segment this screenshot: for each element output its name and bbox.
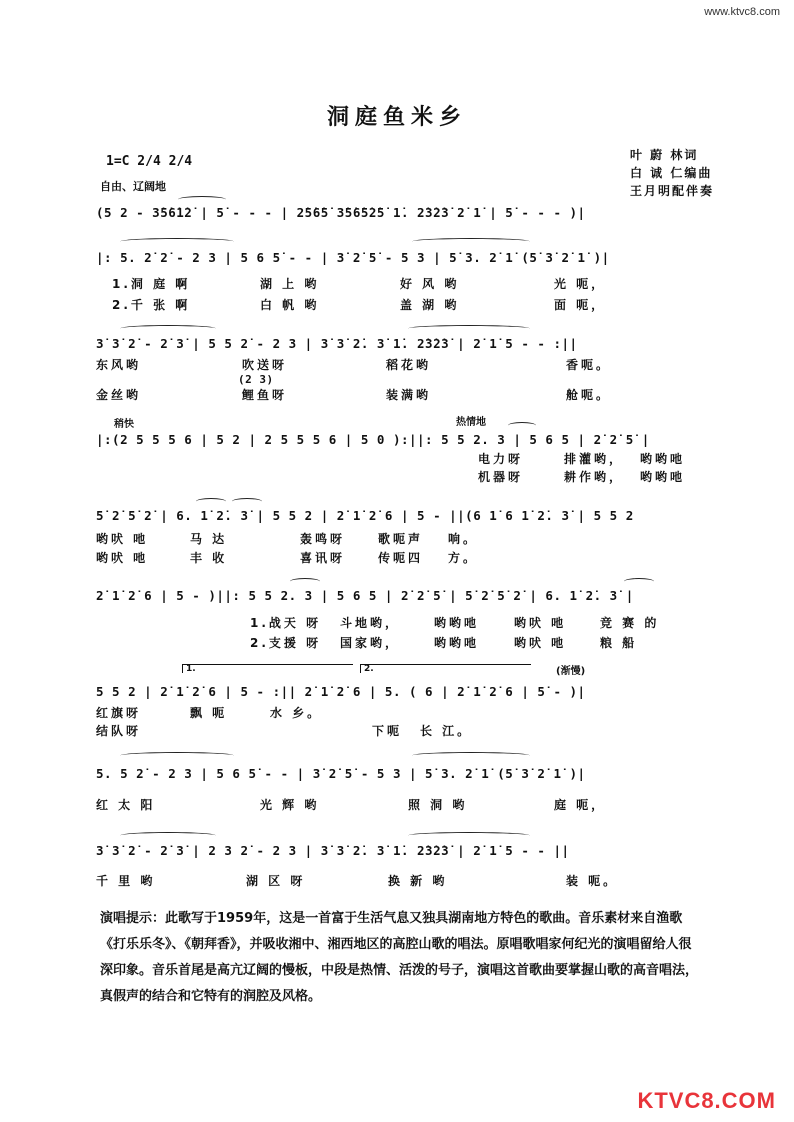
lyric-row-3-verse-2-c: 装满哟 [386, 388, 432, 402]
volta-first-ending [182, 664, 353, 673]
tempo-slow: (渐慢) [556, 666, 586, 677]
lyric-row-3-verse-2-b: 鲤鱼呀 [242, 388, 288, 402]
lyric-row-5-verse-2-d: 传呃四 [378, 551, 424, 565]
slur [120, 238, 234, 245]
lyric-row-8-d: 庭 呃， [554, 798, 607, 812]
lyric-row-6-verse-2-e: 粮 船 [600, 636, 638, 650]
lyric-row-8-a: 红 太 阳 [96, 798, 156, 812]
notation-row-6: 2̇ 1̇ 2̇ 6 | 5 - )||: 5 5 2. 3 | 5 6 5 | 2̇ 2̇ 5̇ | 5̇ 2̇ 5̇ 2̇ | 6. 1̇ 2̇. 3̇ | [96, 588, 634, 603]
lyric-row-2-verse-2-b: 白 帆 哟 [260, 298, 320, 312]
lyric-row-7-verse-2-a: 结队呀 [96, 724, 142, 738]
tempo-fast: 稍快 [114, 419, 134, 430]
lyric-row-5-verse-1-d: 歌呃声 [378, 532, 424, 546]
lyric-row-6-verse-2-d: 哟吠 吔 [514, 636, 567, 650]
lyric-row-5-verse-2-a: 哟吠 吔 [96, 551, 149, 565]
lyric-row-2-verse-2-a: 2.千 张 啊 [112, 298, 191, 312]
volta-first-label: 1. [186, 664, 196, 674]
lyric-row-9-c: 换 新 哟 [388, 874, 448, 888]
lyric-row-6-verse-1-a: 1.战天 呀 [250, 616, 322, 630]
lyric-row-6-verse-1-d: 哟吠 吔 [514, 616, 567, 630]
lyric-row-7-verse-2-c: 长 江。 [420, 724, 473, 738]
notation-row-5: 5̇ 2̇ 5̇ 2̇ | 6. 1̇ 2̇. 3̇ | 5 5 2 | 2̇ 1̇ 2̇ 6 | 5 - ||(6 1̇ 6 1̇ 2̇. 3̇ | 5 5 2 [96, 508, 634, 523]
lyric-row-6-verse-1-e: 竞 赛 的 [600, 616, 660, 630]
lyric-row-2-verse-1-d: 光 呃， [554, 277, 607, 291]
lyric-row-7-verse-1-b: 飘 呃 [190, 706, 228, 720]
lyric-row-6-verse-2-c: 哟哟吔 [434, 636, 480, 650]
lyric-row-9-a: 千 里 哟 [96, 874, 156, 888]
lyric-row-4-verse-1-a: 电力呀 [478, 452, 524, 466]
lyric-row-3-verse-1-c: 稻花哟 [386, 358, 432, 372]
lyric-row-8-b: 光 辉 哟 [260, 798, 320, 812]
lyric-row-7-verse-1-a: 红旗呀 [96, 706, 142, 720]
lyric-row-4-verse-2-c: 哟哟吔 [640, 470, 686, 484]
lyric-row-3-verse-2-d: 舱呃。 [566, 388, 612, 402]
lyric-row-5-verse-2-e: 方。 [448, 551, 479, 565]
lyric-row-7-verse-2-b: 下呃 [372, 724, 403, 738]
slur [120, 752, 234, 759]
slur [290, 578, 320, 585]
slur [120, 832, 216, 839]
slur [624, 578, 654, 585]
volta-second-label: 2. [364, 664, 374, 674]
notation-row-4: |:(2 5 5 5 6 | 5 2 | 2 5 5 5 6 | 5 0 ):||: 5 5 2. 3 | 5 6 5 | 2̇ 2̇ 5̇ | [96, 432, 650, 447]
notation-row-3: 3̇ 3̇ 2̇ - 2̇ 3̇ | 5 5 2̇ - 2 3 | 3̇ 3̇ 2̇. 3̇ 1̇. 2̇3̇2̇3̇ | 2̇ 1̇ 5 - - :|| [96, 336, 578, 351]
lyric-row-9-d: 装 呃。 [566, 874, 619, 888]
lyric-row-4-verse-1-b: 排灌哟， [564, 452, 625, 466]
lyric-row-5-verse-2-c: 喜讯呀 [300, 551, 346, 565]
lyric-row-2-verse-1-a: 1.洞 庭 啊 [112, 277, 191, 291]
slur [196, 498, 226, 505]
slur [412, 752, 530, 759]
lyric-row-5-verse-1-b: 马 达 [190, 532, 228, 546]
lyric-row-3-verse-1-d: 香呃。 [566, 358, 612, 372]
lyric-row-2-verse-1-b: 湖 上 哟 [260, 277, 320, 291]
slur [232, 498, 262, 505]
slur [408, 325, 530, 332]
lyric-row-5-verse-1-e: 响。 [448, 532, 479, 546]
arranger-credit: 王月明配伴奏 [630, 184, 715, 198]
key-signature: 1=C 2/4 2/4 [106, 154, 193, 169]
lyric-row-8-c: 照 洞 哟 [408, 798, 468, 812]
slur [120, 325, 216, 332]
lyric-row-2-verse-1-c: 好 风 哟 [400, 277, 460, 291]
notation-row-7: 5 5 2 | 2̇ 1̇ 2̇ 6 | 5 - :|| 2̇ 1̇ 2̇ 6 | 5. ( 6 | 2̇ 1̇ 2̇ 6 | 5̇ - )| [96, 684, 586, 699]
lyric-row-3-verse-2-a: 金丝哟 [96, 388, 142, 402]
lyric-row-2-verse-2-c: 盖 湖 哟 [400, 298, 460, 312]
performance-tips-heading: 演唱提示： [100, 911, 166, 926]
notation-row-2: |: 5. 2̇ 2̇ - 2 3 | 5 6 5̇ - - | 3̇ 2̇ 5̇ - 5 3 | 5̇ 3. 2̇ 1̇ (5̇ 3̇ 2̇ 1̇ )| [96, 250, 610, 265]
lyric-row-4-verse-2-b: 耕作哟， [564, 470, 625, 484]
lyric-row-3-alt-notes: (2 3) [238, 373, 274, 386]
lyric-row-4-verse-2-a: 机器呀 [478, 470, 524, 484]
slur [508, 422, 536, 429]
lyric-row-5-verse-2-b: 丰 收 [190, 551, 228, 565]
lyric-row-6-verse-1-b: 斗地哟， [340, 616, 401, 630]
tempo-intro: 自由、辽阔地 [100, 180, 166, 193]
notation-row-1: (5 2 - 3̇5̇6̇1̇2̇ | 5̇ - - - | 2̇5̇6̇5̇ 3̇5̇6̇5̇2̇5̇ 1̇. 2̇3̇2̇3̇ 2̇ 1̇ | 5̇ - - - )| [96, 205, 586, 220]
notation-row-9: 3̇ 3̇ 2̇ - 2̇ 3̇ | 2 3 2̇ - 2 3 | 3̇ 3̇ 2̇. 3̇ 1̇. 2̇3̇2̇3̇ | 2̇ 1̇ 5 - - || [96, 843, 570, 858]
song-title: 洞庭鱼米乡 [326, 105, 467, 130]
site-watermark-logo: KTVC8.COM [637, 1088, 776, 1113]
composer-credit: 白 诚 仁编曲 [630, 166, 713, 180]
lyric-row-9-b: 湖 区 呀 [246, 874, 306, 888]
performance-tips [100, 906, 704, 1010]
performance-tips-body: 此歌写于1959年，这是一首富于生活气息又独具湖南地方特色的歌曲。音乐素材来自渔歌《打乐乐冬》、《朝拜香》，并吸收湘中、湘西地区的高腔山歌的唱法。原唱歌唱家何纪光的演唱留给人很深印象。音乐首尾是高亢辽阔的慢板，中段是热情、活泼的号子，演唱这首歌曲要掌握山歌的高音唱法，真假声的结合和它特有的润腔及风格。 [100, 911, 699, 1004]
notation-row-8: 5. 5 2̇ - 2 3 | 5 6 5̇ - - | 3̇ 2̇ 5̇ - 5 3 | 5̇ 3. 2̇ 1̇ (5̇ 3̇ 2̇ 1̇ )| [96, 766, 586, 781]
site-url: www.ktvc8.com [704, 6, 780, 18]
lyric-row-3-verse-1-b: 吹送呀 [242, 358, 288, 372]
tempo-passion: 热情地 [456, 417, 486, 428]
slur [412, 238, 530, 245]
lyric-row-6-verse-1-c: 哟哟吔 [434, 616, 480, 630]
lyric-row-3-verse-1-a: 东风哟 [96, 358, 142, 372]
lyric-row-6-verse-2-a: 2.支援 呀 [250, 636, 322, 650]
slur [408, 832, 530, 839]
lyric-row-5-verse-1-a: 哟吠 吔 [96, 532, 149, 546]
lyric-row-2-verse-2-d: 面 呃， [554, 298, 607, 312]
slur [178, 196, 226, 203]
lyric-row-4-verse-1-c: 哟哟吔 [640, 452, 686, 466]
volta-second-ending [360, 664, 531, 673]
lyric-row-6-verse-2-b: 国家哟， [340, 636, 401, 650]
lyricist-credit: 叶 蔚 林词 [630, 148, 699, 162]
lyric-row-7-verse-1-c: 水 乡。 [270, 706, 323, 720]
lyric-row-5-verse-1-c: 轰鸣呀 [300, 532, 346, 546]
